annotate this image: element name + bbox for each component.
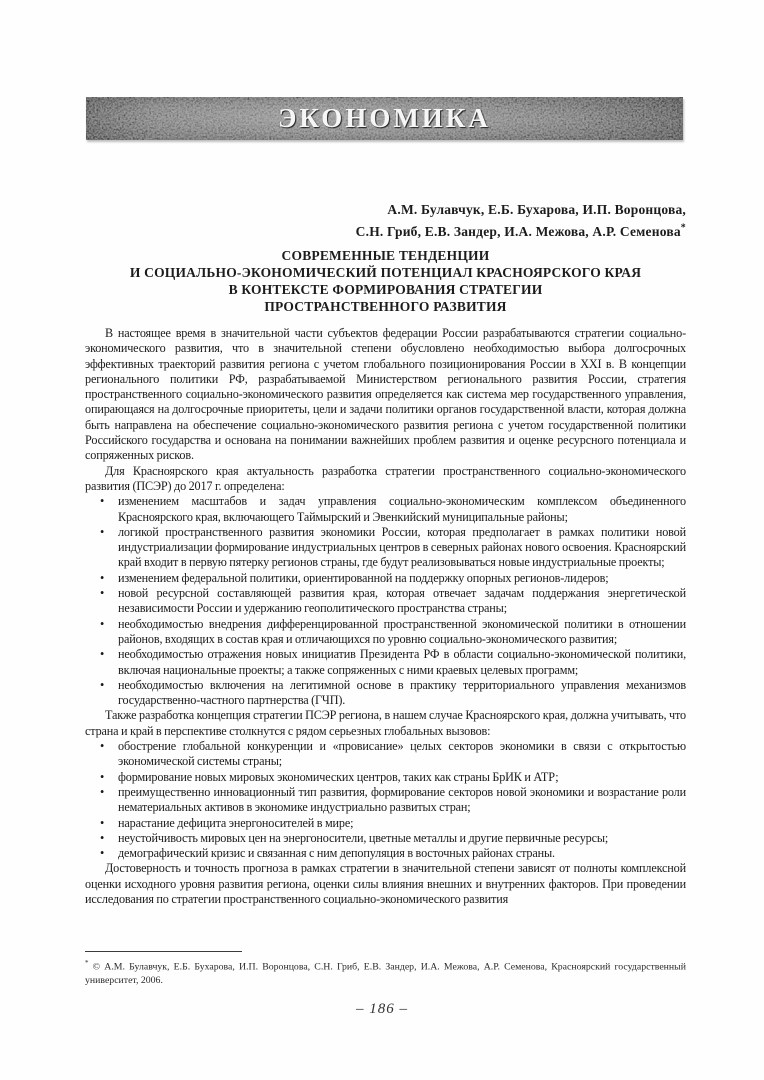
list-item — [85, 525, 686, 571]
bullet-icon: • — [100, 494, 105, 509]
title-line-3: В КОНТЕКСТЕ ФОРМИРОВАНИЯ СТРАТЕГИИ — [228, 282, 543, 297]
section-banner — [86, 97, 683, 140]
list-item-text: необходимостью включения на легитимной основе в практику территориального управления механизмов государственно-частного партнерства (ГЧП). — [118, 677, 686, 708]
title-line-4: ПРОСТРАНСТВЕННОГО РАЗВИТИЯ — [264, 299, 507, 314]
list-item — [85, 647, 686, 678]
list-item — [85, 816, 686, 831]
footnote-separator — [85, 951, 242, 952]
bullet-icon: • — [100, 830, 105, 845]
paragraph-closing: Достоверность и точность прогноза в рамках стратегии в значительной степени зависят от полноты комплексной оценки исходного уровня развития региона, оценки силы влияния внешних и внутренних факторов. При проведении исследования по стратегии пространственного социально-экономического развития — [85, 861, 686, 906]
list-item — [85, 494, 686, 525]
bullet-icon: • — [100, 616, 105, 631]
list-item — [85, 739, 686, 770]
list-item — [85, 785, 686, 816]
authors-line-2-text: С.Н. Гриб, Е.В. Зандер, И.А. Межова, А.Р. Семенова — [355, 224, 681, 239]
list-item — [85, 770, 686, 785]
bullet-icon: • — [100, 769, 105, 784]
authors-line-2 — [85, 221, 686, 243]
paragraph-intro: В настоящее время в значительной части субъектов федерации России разрабатываются стратегии социально-экономического развития, что в значительной степени обусловлено необходимостью выбора долгосрочных эффективных траекторий развития региона с учетом глобального позиционирования России в XXI в. В концепции регионального политики РФ, разрабатываемой Министерством регионального развития России, стратегия пространственного социально-экономического развития определяется как система мер государственного управления, опирающаяся на долгосрочные приоритеты, цели и задачи политики органов государственной власти, которая должна быть направлена на обеспечение социально-экономического развития региона с учетом государственной политики Российского государства и основана на понимании важнейших проблем развития и оценке ресурсного потенциала и сопряженных рисков. — [85, 326, 686, 463]
page-number: – 186 – — [356, 1001, 408, 1017]
title-line-1: СОВРЕМЕННЫЕ ТЕНДЕНЦИИ — [281, 248, 490, 263]
footnote-body: © А.М. Булавчук, Е.Б. Бухарова, И.П. Воронцова, С.Н. Гриб, Е.В. Зандер, И.А. Межова, А.Р. Семенова, Красноярский государственный университет, 2006. — [85, 961, 686, 986]
list-item-text: изменением масштабов и задач управления социально-экономическим комплексом объединенного Красноярского края, включающего Таймырский и Эвенкийский муниципальные районы; — [118, 494, 686, 524]
paragraph-challenges-lead: Также разработка концепция стратегии ПСЭР региона, в нашем случае Красноярского края, должна учитывать, что страна и край в перспективе столкнутся с рядом серьезных глобальных вызовов: — [85, 708, 686, 738]
list-item-text: формирование новых мировых экономических центров, таких как страны БрИК и АТР; — [118, 769, 559, 784]
list-item-text: нарастание дефицита энергоносителей в мире; — [118, 815, 354, 830]
bullet-icon: • — [100, 739, 105, 754]
title-line-2: И СОЦИАЛЬНО-ЭКОНОМИЧЕСКИЙ ПОТЕНЦИАЛ КРАСНОЯРСКОГО КРАЯ — [129, 265, 642, 280]
article-title — [85, 247, 686, 315]
list-item-text: неустойчивость мировых цен на энергоносители, цветные металлы и другие первичные ресурсы; — [118, 830, 609, 845]
bullet-icon: • — [100, 815, 105, 830]
bullet-icon: • — [100, 784, 105, 799]
list-item — [85, 846, 686, 861]
bullet-icon: • — [100, 677, 105, 692]
bullet-icon: • — [100, 586, 105, 601]
list-item-text: обострение глобальной конкуренции и «провисание» целых секторов экономики в связи с открытостью экономической системы страны; — [118, 739, 686, 769]
authors-block — [85, 199, 686, 243]
footnote-marker: * — [85, 959, 89, 968]
list-item-text: изменением федеральной политики, ориентированной на поддержку опорных регионов-лидеров; — [118, 570, 609, 585]
list-item — [85, 678, 686, 709]
bullet-icon: • — [100, 570, 105, 585]
bullet-icon: • — [100, 524, 105, 539]
list-item-text: преимущественно инновационный тип развития, формирование секторов новой экономики и возрастание роли нематериальных активов в экономике индустриально развитых стран; — [118, 784, 686, 815]
section-title: ЭКОНОМИКА — [278, 103, 491, 133]
list-item-text: логикой пространственного развития экономики России, которая предполагает в рамках политики новой индустриализации формирование индустриальных центров в северных районах нового освоения. Красноярский край входит в первую пятерку регионов страны, где будут реализовываться новые индустриальные проекты; — [118, 524, 686, 570]
authors-line-1: А.М. Булавчук, Е.Б. Бухарова, И.П. Воронцова, — [387, 202, 686, 217]
list-item — [85, 571, 686, 586]
list-item-text: новой ресурсной составляющей развития края, которая отвечает задачам поддержания энергетической независимости России и удержанию геополитического пространства страны; — [118, 586, 686, 616]
bullet-icon: • — [100, 647, 105, 662]
list-item-text: необходимостью отражения новых инициатив Президента РФ в области социально-экономической политики, включая национальные проекты; а также сопряженных с ними краевых целевых программ; — [118, 647, 686, 677]
authors-footnote-marker: * — [680, 222, 686, 234]
list-item — [85, 586, 686, 617]
list-item-text: необходимостью внедрения дифференцированной пространственной экономической политики в отношении районов, входящих в состав края и отличающихся по уровню социально-экономического развития; — [118, 616, 686, 646]
actuality-list — [85, 494, 686, 708]
paragraph-actuality-lead: Для Красноярского края актуальность разработка стратегии пространственного социально-экономического развития (ПСЭР) до 2017 г. определена: — [85, 463, 686, 493]
list-item — [85, 617, 686, 648]
footnote-text — [85, 957, 686, 986]
challenges-list — [85, 739, 686, 861]
bullet-icon: • — [100, 846, 105, 861]
footnote-block — [85, 951, 686, 987]
article-body — [85, 326, 686, 956]
list-item — [85, 831, 686, 846]
list-item-text: демографический кризис и связанная с ним депопуляция в восточных районах страны. — [118, 846, 555, 861]
